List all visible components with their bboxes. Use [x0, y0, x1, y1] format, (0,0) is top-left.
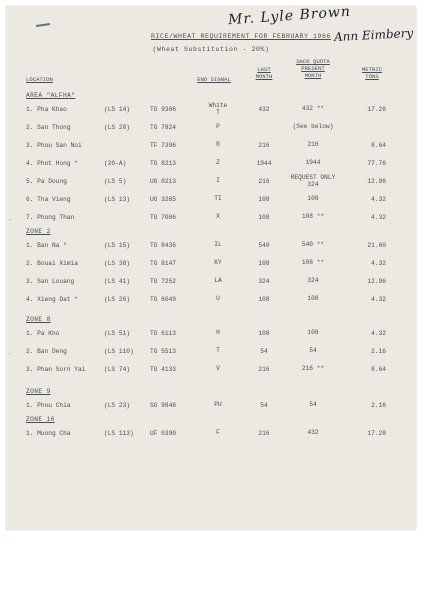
handwritten-name-2: Ann Eimbery	[333, 25, 414, 45]
table-row	[6, 278, 416, 288]
sack-quota-value: 108 **	[301, 259, 325, 266]
grid-reference: UG 3285	[150, 196, 176, 203]
metric-tons-value: 2.16	[371, 348, 386, 355]
grid-reference: TG 9306	[150, 106, 176, 113]
location-name: 1. Pa Kho	[26, 330, 60, 337]
ls-number: (LS 38)	[104, 260, 130, 267]
last-month-value: 108	[258, 260, 270, 267]
zone-heading: AREA "ALFHA"	[26, 92, 76, 99]
ls-number: (LS 74)	[104, 366, 130, 373]
location-name: 3. San Louang	[26, 278, 75, 285]
ls-number: (LS 110)	[104, 348, 134, 355]
location-name: 3. Phou San Noi	[26, 142, 82, 149]
ls-number: (LS 15)	[104, 242, 130, 249]
location-name: 5. Pa Doung	[26, 178, 67, 185]
table-row	[6, 366, 416, 376]
grid-reference: UG 0213	[150, 178, 176, 185]
zone-heading: ZONE 2	[26, 228, 51, 235]
sack-quota-value: 108	[307, 195, 319, 202]
location-name: 4. Xieng Dat *	[26, 296, 78, 303]
sack-quota-value: 540 **	[301, 241, 325, 248]
metric-tons-value: 4.32	[371, 260, 386, 267]
metric-tons-value: 4.32	[371, 296, 386, 303]
sack-quota-value: 108 **	[301, 213, 325, 220]
end-signal: H	[216, 329, 220, 336]
ls-number: (LS 113)	[104, 430, 134, 437]
table-row	[6, 174, 416, 188]
table-row	[6, 430, 416, 440]
last-month-value: 54	[260, 348, 268, 355]
last-month-value: 54	[260, 402, 268, 409]
header-location: LOCATION	[26, 76, 53, 83]
sack-quota-value: 324	[307, 277, 319, 284]
end-signal: PU	[214, 401, 222, 408]
ls-number: (LS 23)	[104, 402, 130, 409]
sack-quota-value: 432	[307, 429, 319, 436]
location-name: 4. Phot Hong *	[26, 160, 78, 167]
last-month-value: 324	[258, 278, 270, 285]
metric-tons-value: 17.28	[367, 430, 386, 437]
table-row	[6, 102, 416, 116]
grid-reference: TG 7824	[150, 124, 176, 131]
table-row	[6, 348, 416, 358]
sack-quota-value: 216 **	[301, 365, 325, 372]
end-signal: I	[216, 177, 220, 184]
grid-reference: TG 5513	[150, 348, 176, 355]
header-sack-quota: SACK QUOTA PRESENT MONTH	[296, 58, 330, 79]
header-last-month: LAST MONTH	[255, 66, 273, 80]
table-row	[6, 330, 416, 340]
ls-number: (LS 51)	[104, 330, 130, 337]
location-name: 1. Pha Khao	[26, 106, 67, 113]
location-name: 7. Phong Than	[26, 214, 75, 221]
end-signal: P	[216, 123, 220, 130]
pen-mark	[36, 23, 50, 27]
end-signal: LA	[214, 277, 222, 284]
end-signal: TI	[214, 195, 222, 202]
sack-quota-value: 54	[309, 347, 317, 354]
end-signal: T	[216, 347, 220, 354]
ls-number: (LS 20)	[104, 124, 130, 131]
table-row	[6, 296, 416, 306]
end-signal: V	[216, 365, 220, 372]
table-row	[6, 402, 416, 412]
metric-tons-value: 4.32	[371, 214, 386, 221]
sack-quota-value: 108	[307, 329, 319, 336]
grid-reference: TG 6113	[150, 330, 176, 337]
table-row	[6, 242, 416, 252]
end-signal: F	[216, 429, 220, 436]
header-metric-tons: METRIC TONS	[361, 66, 383, 80]
last-month-value: 216	[258, 366, 270, 373]
table-row	[6, 214, 416, 224]
zone-heading: ZONE 9	[26, 388, 51, 395]
zone-heading: ZONE 8	[26, 316, 51, 323]
grid-reference: TG 8436	[150, 242, 176, 249]
document-title: RICE/WHEAT REQUIREMENT FOR FEBRUARY 1966	[150, 33, 332, 40]
last-month-value: 108	[258, 196, 270, 203]
ls-number: (LS 5)	[104, 178, 127, 185]
last-month-value: 1944	[256, 160, 272, 167]
last-month-value: 216	[258, 178, 270, 185]
last-month-value: 432	[258, 106, 270, 113]
document-subtitle: (Wheat Substitution - 20%)	[152, 46, 270, 53]
last-month-value: 216	[258, 430, 270, 437]
grid-reference: SG 9848	[150, 402, 176, 409]
sack-quota-value: (See below)	[292, 123, 334, 130]
metric-tons-value: 12.96	[367, 178, 386, 185]
end-signal: IL	[214, 241, 222, 248]
sack-quota-value: 216	[307, 141, 319, 148]
end-signal: X	[216, 213, 220, 220]
sack-quota-value: 108	[307, 295, 319, 302]
location-name: 2. Ban Deng	[26, 348, 67, 355]
table-row	[6, 196, 416, 206]
margin-tick: -	[8, 216, 12, 223]
table-row	[6, 260, 416, 270]
last-month-value: 108	[258, 330, 270, 337]
location-name: 1. Ban Na *	[26, 242, 67, 249]
end-signal: Z	[216, 159, 220, 166]
grid-reference: TG 4133	[150, 366, 176, 373]
metric-tons-value: 17.28	[367, 106, 386, 113]
table-row	[6, 142, 416, 152]
zone-heading: ZONE 16	[26, 416, 55, 423]
metric-tons-value: 8.64	[371, 142, 386, 149]
ls-number: (20-A)	[104, 160, 127, 167]
last-month-value: 108	[258, 214, 270, 221]
last-month-value: 216	[258, 142, 270, 149]
sack-quota-value: 54	[309, 401, 317, 408]
location-name: 6. Tha Vieng	[26, 196, 71, 203]
location-name: 1. Phou Chia	[26, 402, 71, 409]
metric-tons-value: 21.60	[367, 242, 386, 249]
grid-reference: TG 8147	[150, 260, 176, 267]
location-name: 3. Phan Sorn Yai	[26, 366, 86, 373]
sack-quota-value: REQUEST ONLY 324	[290, 174, 336, 188]
end-signal: U	[216, 295, 220, 302]
location-name: 1. Muong Cha	[26, 430, 71, 437]
last-month-value: 108	[258, 296, 270, 303]
sack-quota-value: 432 **	[301, 105, 325, 112]
sack-quota-value: 1944	[305, 159, 321, 166]
grid-reference: TG 7252	[150, 278, 176, 285]
metric-tons-value: 8.64	[371, 366, 386, 373]
table-row	[6, 124, 416, 134]
ls-number: (LS 13)	[104, 196, 130, 203]
handwritten-name-1: Mr. Lyle Brown	[227, 3, 352, 29]
ls-number: (LS 41)	[104, 278, 130, 285]
location-name: 2. San Thong	[26, 124, 71, 131]
margin-tick: ·	[8, 351, 12, 358]
ls-number: (LS 14)	[104, 106, 130, 113]
metric-tons-value: 2.16	[371, 402, 386, 409]
grid-reference: TF 7396	[150, 142, 176, 149]
header-end-signal: END SIGNAL	[197, 76, 231, 83]
grid-reference: TG 8213	[150, 160, 176, 167]
document-page	[6, 3, 416, 530]
metric-tons-value: 77.76	[367, 160, 386, 167]
table-row	[6, 160, 416, 170]
end-signal: White T	[208, 102, 228, 116]
metric-tons-value: 4.32	[371, 330, 386, 337]
last-month-value: 540	[258, 242, 270, 249]
end-signal: KY	[214, 259, 222, 266]
grid-reference: UF 0390	[150, 430, 176, 437]
grid-reference: TG 6049	[150, 296, 176, 303]
metric-tons-value: 4.32	[371, 196, 386, 203]
location-name: 2. Bouai Ximia	[26, 260, 78, 267]
ls-number: (LS 26)	[104, 296, 130, 303]
metric-tons-value: 12.96	[367, 278, 386, 285]
grid-reference: TG 7006	[150, 214, 176, 221]
end-signal: R	[216, 141, 220, 148]
